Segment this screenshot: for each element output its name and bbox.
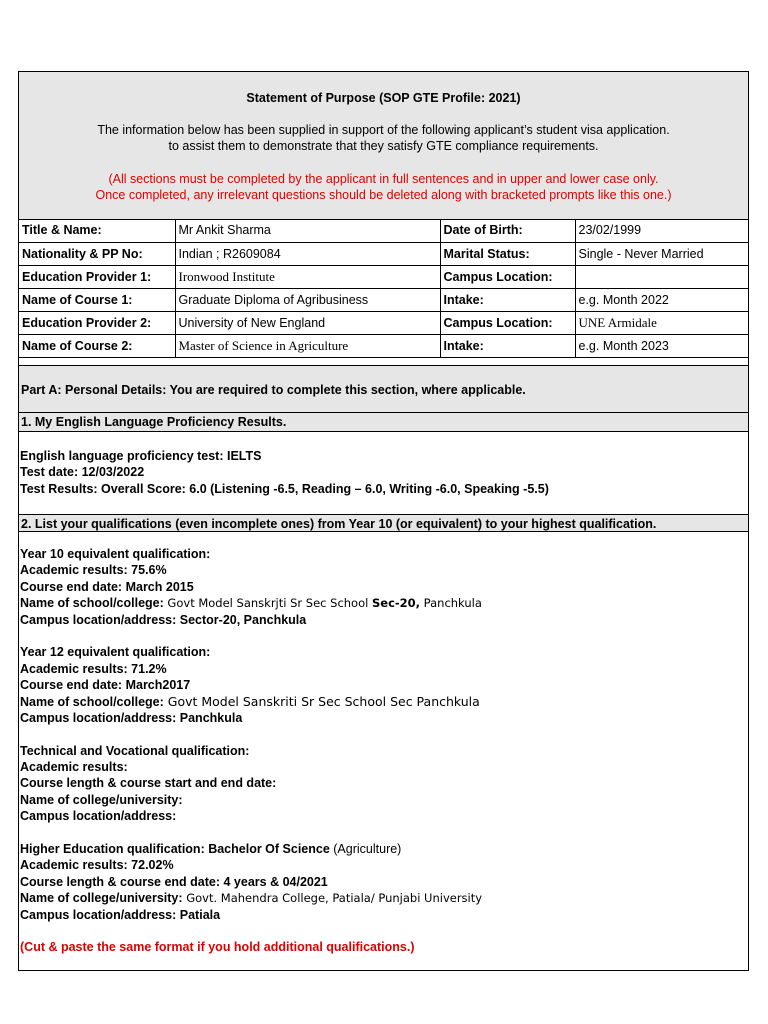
dob-value: 23/02/1999 [575,219,748,242]
higher-length-label: Course length & course end date: [20,874,221,889]
intake-2-value: e.g. Month 2023 [575,334,748,357]
table-row [19,265,748,288]
year10-campus-label: Campus location/address: [20,612,177,627]
year10-end-label: Course end date: [20,579,123,594]
intake-1-label: Intake: [440,288,575,311]
year12-campus-label: Campus location/address: [20,710,177,725]
higher-college-value: Govt. Mahendra College, Patiala/ Punjabi University [182,891,483,906]
year10-school-value-tail: Panchkula [420,596,482,611]
qualifications-block [20,546,745,956]
form-instructions [19,171,748,203]
english-results-block [20,448,745,497]
year12-results-value: 71.2% [127,661,167,676]
year12-end-label: Course end date: [20,678,123,693]
table-row [19,334,748,357]
higher-title-label: Higher Education qualification: [20,842,205,857]
nationality-label: Nationality & PP No: [19,242,175,265]
intro-line-2: to assist them to demonstrate that they satisfy GTE compliance requirements. [168,139,599,153]
higher-title-value-2: (Agriculture) [329,842,402,857]
year10-results-value: 75.6% [127,563,167,578]
form-intro [19,122,748,154]
section-2-heading: 2. List your qualifications (even incomplete ones) from Year 10 (or equivalent) to your highest qualification. [19,514,748,532]
table-row [19,288,748,311]
test-value: IELTS [223,449,262,463]
year10-school-value: Govt Model Sanskrjti Sr Sec School [163,596,372,611]
section-1-heading: 1. My English Language Proficiency Results. [19,413,748,432]
year12-campus-value: Panchkula [176,710,243,725]
instructions-line-1: (All sections must be completed by the applicant in full sentences and in upper and lower case only. [108,172,659,186]
course-1-label: Name of Course 1: [19,288,175,311]
dob-label: Date of Birth: [440,219,575,242]
instructions-line-2: Once completed, any irrelevant questions should be deleted along with bracketed prompts like this one.) [95,188,672,202]
form-title: Statement of Purpose (SOP GTE Profile: 2021) [246,91,521,105]
nationality-value: Indian ; R2609084 [175,242,440,265]
applicant-info-table [19,219,748,358]
year10-end-value: March 2015 [122,579,194,594]
provider-2-label: Education Provider 2: [19,311,175,334]
test-date-value: 12/03/2022 [78,465,145,480]
campus-2-value: UNE Armidale [575,311,748,334]
title-name-label: Title & Name: [19,219,175,242]
campus-1-label: Campus Location: [440,265,575,288]
campus-2-label: Campus Location: [440,311,575,334]
test-results-label: Test Results: [20,481,98,496]
technical-campus-label: Campus location/address: [20,809,177,824]
year12-title: Year 12 equivalent qualification: [20,645,211,660]
campus-1-value [575,265,748,288]
course-2-label: Name of Course 2: [19,334,175,357]
higher-college-label: Name of college/university: [20,891,183,906]
provider-1-label: Education Provider 1: [19,265,175,288]
test-label: English language proficiency test: [20,449,224,463]
form-header [19,72,748,220]
intro-line-1: The information below has been supplied in support of the following applicant’s student visa application. [97,123,670,137]
year12-end-value: March2017 [122,678,191,693]
year10-campus-value: Sector-20, Panchkula [176,612,307,627]
higher-results-label: Academic results: [20,858,128,873]
provider-1-value: Ironwood Institute [175,265,440,288]
technical-title: Technical and Vocational qualification: [20,743,250,758]
year12-results-label: Academic results: [20,661,128,676]
marital-status-label: Marital Status: [440,242,575,265]
year10-results-label: Academic results: [20,563,128,578]
course-1-value: Graduate Diploma of Agribusiness [175,288,440,311]
intake-2-label: Intake: [440,334,575,357]
year10-school-value-bold: Sec-20, [371,596,421,611]
part-a-heading: Part A: Personal Details: You are required to complete this section, where applicable. [19,365,748,413]
year12-school-label: Name of school/college: [20,694,164,709]
higher-length-value: 4 years & 04/2021 [220,874,328,889]
provider-2-value: University of New England [175,311,440,334]
technical-length-label: Course length & course start and end date: [20,776,277,791]
title-name-value: Mr Ankit Sharma [175,219,440,242]
table-row [19,311,748,334]
test-results-value: Overall Score: 6.0 (Listening -6.5, Reading – 6.0, Writing -6.0, Speaking -5.5) [97,481,549,496]
sop-form [18,71,749,971]
higher-results-value: 72.02% [127,858,174,873]
test-date-label: Test date: [20,465,79,480]
table-row [19,219,748,242]
cut-paste-note: (Cut & paste the same format if you hold additional qualifications.) [20,940,415,955]
technical-college-label: Name of college/university: [20,792,183,807]
year12-school-value: Govt Model Sanskriti Sr Sec School Sec Panchkula [163,693,480,709]
marital-status-value: Single - Never Married [575,242,748,265]
table-row [19,242,748,265]
technical-results-label: Academic results: [20,760,128,775]
year10-title: Year 10 equivalent qualification: [20,547,211,561]
course-2-value: Master of Science in Agriculture [175,334,440,357]
higher-title-value: Bachelor Of Science [204,842,330,857]
higher-campus-value: Patiala [176,907,221,922]
higher-campus-label: Campus location/address: [20,907,177,922]
intake-1-value: e.g. Month 2022 [575,288,748,311]
year10-school-label: Name of school/college: [20,596,164,611]
